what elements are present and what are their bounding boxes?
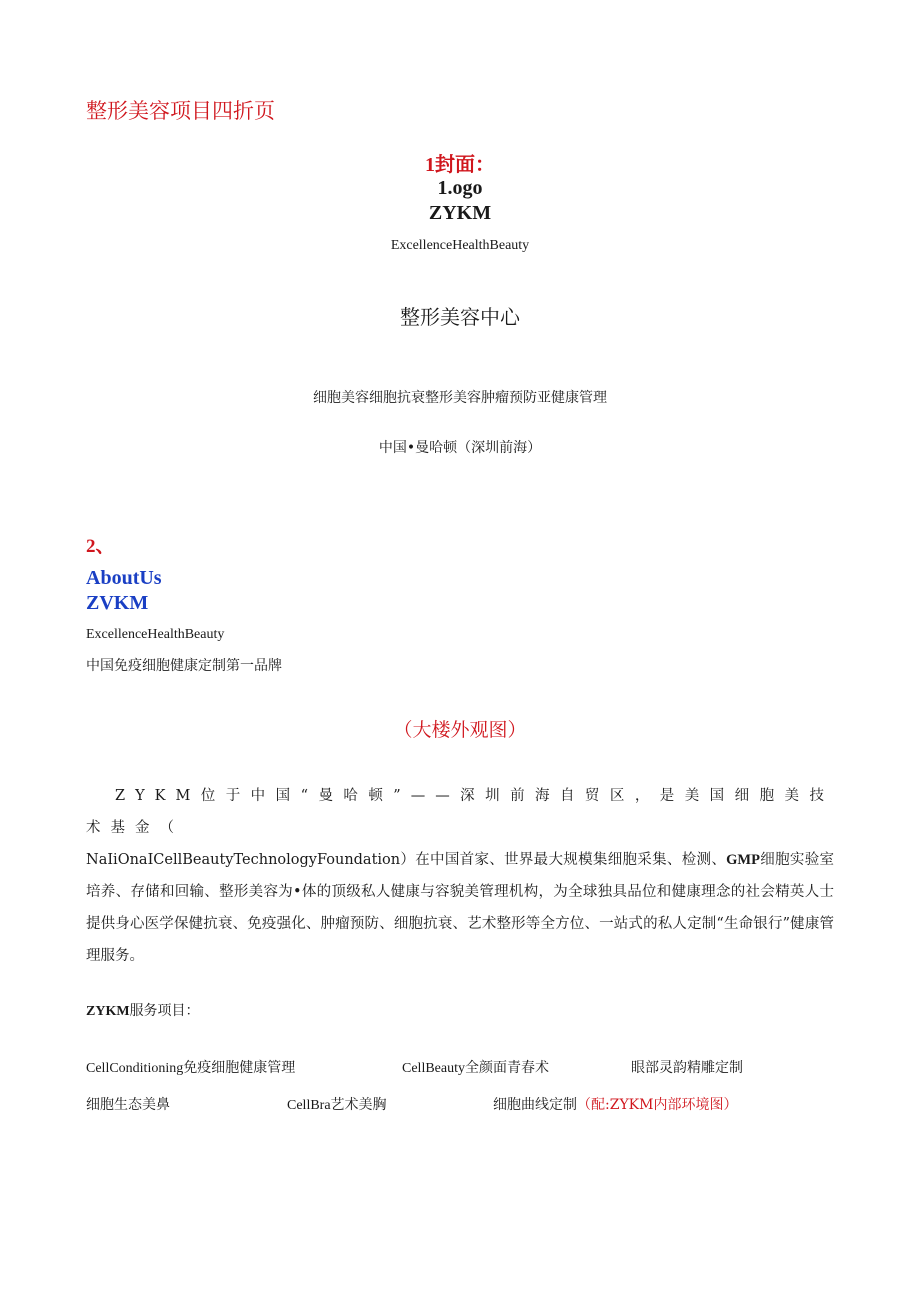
cover-slogan: ExcellenceHealthBeauty (390, 238, 530, 253)
center-name: 整形美容中心 (400, 305, 520, 329)
service-item-cn: 艺术美胸 (330, 1097, 387, 1113)
service-item-cell-bra (287, 1094, 387, 1114)
cover-heading: 1封面： (425, 154, 495, 176)
service-item-cell-conditioning (86, 1057, 295, 1077)
intro-text-b: 细胞实验室培养、存储和回输、整形美容为•体的顶级私人健康与容貌美管理机构，为全球独具品位和健康理念的社会精英人士提供身心医学保健抗衰、免疫强化、肿瘤预防、细胞抗衰、艺术整形等全方位、一站式的私人定制“生命银行”健康管理服务。 (86, 852, 834, 964)
services-label: 服务项目： (129, 1003, 200, 1019)
building-image-caption: （大楼外观图） (393, 719, 527, 741)
cover-location-line: 中国•曼哈顿（深圳前海） (378, 440, 542, 456)
intro-text-a: NaIiOnaICellBeautyTechnologyFoundation）在中国首家、世界最大规模集细胞采集、检测、 (86, 852, 727, 868)
cover-services-line: 细胞美容细胞抗衰整形美容肿瘤预防亚健康管理 (313, 390, 607, 406)
cover-brand: ZYKM (428, 202, 492, 224)
about-slogan: ExcellenceHealthBeauty (86, 627, 225, 642)
intro-gmp: GMP (726, 852, 760, 868)
service-item-en: CellBra (287, 1098, 331, 1113)
service-item-curve (493, 1094, 737, 1114)
interior-image-note: （配:ZYKM内部环境图） (577, 1097, 738, 1113)
about-us-title: AboutUs (86, 567, 162, 589)
service-item-eye: 眼部灵韵精雕定制 (631, 1060, 743, 1076)
service-item-nose: 细胞生态美鼻 (86, 1097, 170, 1113)
services-brand: ZYKM (86, 1004, 130, 1019)
service-item-cell-beauty (402, 1057, 549, 1077)
logo-label: 1.ogo (437, 177, 483, 199)
intro-line1: ZYKM位于中国“曼哈顿”——深圳前海自贸区，是美国细胞美技术基金（ (86, 788, 834, 836)
service-item-en: CellConditioning (86, 1061, 184, 1076)
service-item-cn: 细胞曲线定制 (493, 1097, 577, 1113)
service-item-cn: 全颜面青春术 (465, 1060, 549, 1076)
intro-paragraph (86, 780, 834, 972)
about-brand: ZVKM (86, 592, 149, 614)
service-item-cn: 免疫细胞健康管理 (183, 1060, 296, 1076)
about-tagline: 中国免疫细胞健康定制第一品牌 (86, 658, 282, 674)
service-item-en: CellBeauty (402, 1061, 465, 1076)
services-heading (86, 1000, 200, 1020)
document-title: 整形美容项目四折页 (86, 99, 275, 123)
section2-number: 2、 (86, 536, 115, 557)
